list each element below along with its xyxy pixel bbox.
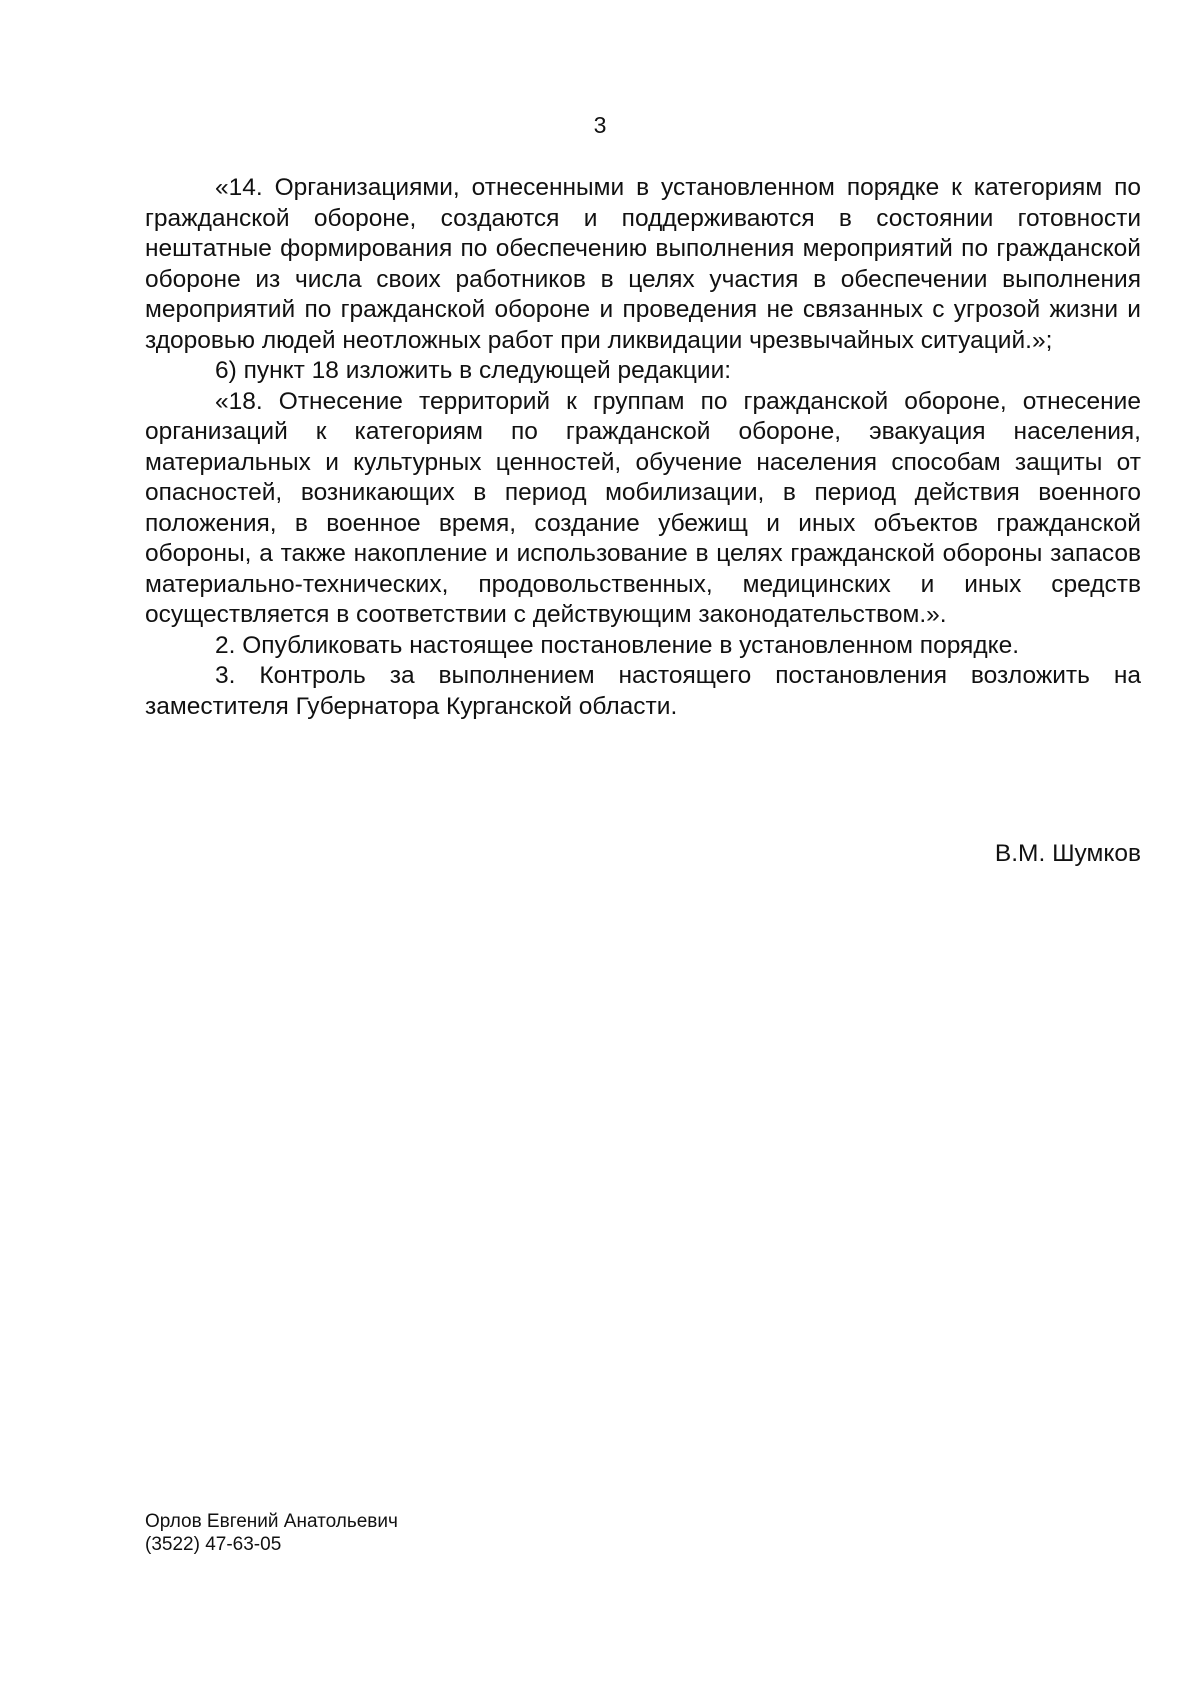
document-body	[145, 173, 1141, 722]
signature-name: В.М. Шумков	[994, 840, 1141, 867]
contact-phone: (3522) 47-63-05	[145, 1534, 282, 1555]
paragraph-publish: 2. Опубликовать настоящее постановление в установленном порядке.	[215, 631, 1020, 659]
contact-name: Орлов Евгений Анатольевич	[145, 1511, 398, 1532]
paragraph-control: 3. Контроль за выполнением настоящего постановления возложить на заместителя Губернатора Курганской области.	[145, 662, 1141, 720]
paragraph-item-18: «18. Отнесение территорий к группам по гражданской обороне, отнесение организаций к категориям по гражданской обороне, эвакуация населения, материальных и культурных ценностей, обучение населения способам защиты от опасностей, возникающих в период мобилизации, в период действия военного положения, в военное время, создание убежищ и иных объектов гражданской обороны, а также накопление и использование в целях гражданской обороны запасов материально-технических, продовольственных, медицинских и иных средств осуществляется в соответствии с действующим законодательством.».	[145, 387, 1141, 628]
paragraph-amendment-6: 6) пункт 18 изложить в следующей редакции:	[215, 357, 732, 384]
page-number: 3	[593, 112, 607, 138]
paragraph-item-14: «14. Организациями, отнесенными в установленном порядке к категориям по гражданской обороне, создаются и поддерживаются в состоянии готовности нештатные формирования по обеспечению выполнения мероприятий по гражданской обороне из числа своих работников в целях участия в обеспечении выполнения мероприятий по гражданской обороне и проведения не связанных с угрозой жизни и здоровью людей неотложных работ при ликвидации чрезвычайных ситуаций.»;	[145, 174, 1141, 354]
contact-block	[145, 1510, 398, 1556]
